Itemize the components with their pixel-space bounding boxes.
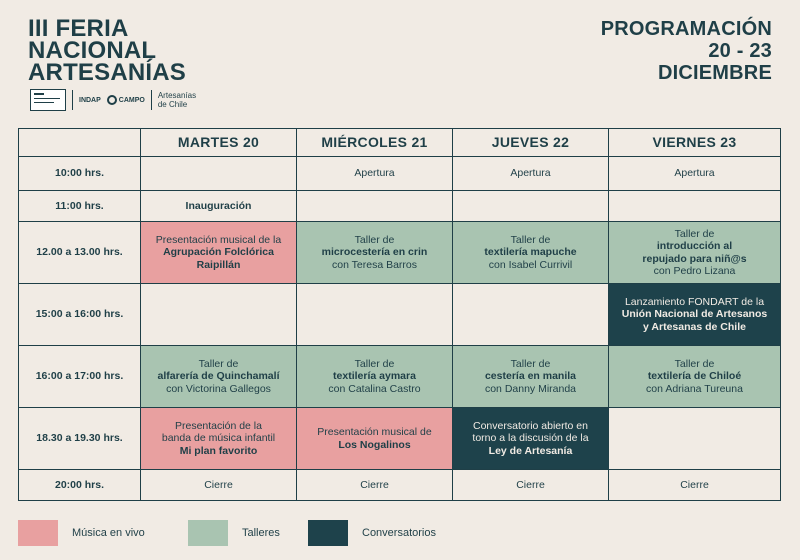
fair-title-line-1: III FERIA bbox=[28, 15, 129, 42]
schedule-row bbox=[19, 222, 781, 284]
event-cell bbox=[141, 157, 297, 191]
legend-swatch-talleres bbox=[188, 520, 228, 546]
day-header: JUEVES 22 bbox=[453, 129, 609, 157]
event-line: Taller de bbox=[674, 227, 715, 240]
event-cell bbox=[141, 346, 297, 408]
campo-logo-text: CAMPO bbox=[118, 96, 145, 104]
logo-divider bbox=[72, 90, 73, 110]
event-title: microcestería en crin bbox=[321, 246, 428, 259]
event-title: cestería en manila bbox=[484, 370, 577, 383]
artesanias-de-chile-logo bbox=[158, 91, 196, 109]
event-cell: Cierre bbox=[609, 470, 781, 501]
event-line: Lanzamiento FONDART de la bbox=[624, 295, 765, 308]
event-line: torno a la discusión de la bbox=[472, 432, 589, 445]
event-host: con Danny Miranda bbox=[484, 382, 577, 395]
event-host: con Catalina Castro bbox=[328, 382, 421, 395]
event-host: con Isabel Currivil bbox=[488, 258, 573, 271]
event-line: Taller de bbox=[354, 357, 395, 370]
program-heading bbox=[601, 18, 772, 84]
event-cell bbox=[609, 284, 781, 346]
time-slot: 11:00 hrs. bbox=[19, 191, 141, 222]
event-cell bbox=[609, 408, 781, 470]
fair-title bbox=[28, 15, 187, 86]
event-host: con Adriana Tureuna bbox=[646, 382, 743, 395]
schedule-table bbox=[18, 128, 781, 501]
program-heading-line-2: 20 - 23 bbox=[708, 40, 772, 62]
event-title: textilería mapuche bbox=[484, 246, 577, 259]
campo-logo bbox=[107, 95, 145, 105]
event-cell bbox=[453, 191, 609, 222]
event-cell bbox=[453, 346, 609, 408]
artesanias-logo-line-2: de Chile bbox=[157, 100, 188, 109]
event-cell bbox=[297, 408, 453, 470]
schedule-row bbox=[19, 408, 781, 470]
event-line: Conversatorio abierto en bbox=[473, 419, 588, 432]
schedule-row bbox=[19, 284, 781, 346]
event-cell bbox=[297, 191, 453, 222]
event-line: Taller de bbox=[510, 357, 551, 370]
event-cell: Apertura bbox=[297, 157, 453, 191]
event-line: Taller de bbox=[674, 357, 715, 370]
legend-label: Conversatorios bbox=[362, 527, 436, 539]
event-title: Agrupación Folclórica bbox=[163, 246, 274, 259]
event-line: Presentación de la bbox=[175, 419, 262, 432]
day-header: VIERNES 23 bbox=[609, 129, 781, 157]
event-cell bbox=[141, 222, 297, 284]
event-title: introducción al bbox=[656, 240, 733, 252]
event-cell bbox=[453, 408, 609, 470]
schedule-row bbox=[19, 470, 781, 501]
time-slot: 15:00 a 16:00 hrs. bbox=[19, 284, 141, 346]
government-logo-icon bbox=[30, 89, 66, 111]
day-header-row bbox=[19, 129, 781, 157]
event-line: Taller de bbox=[354, 233, 395, 246]
legend-swatch-conversatorios bbox=[308, 520, 348, 546]
program-heading-line-1: PROGRAMACIÓN bbox=[600, 18, 772, 40]
event-host: con Teresa Barros bbox=[331, 258, 417, 271]
time-slot: 16:00 a 17:00 hrs. bbox=[19, 346, 141, 408]
event-cell bbox=[141, 284, 297, 346]
event-cell bbox=[453, 222, 609, 284]
event-cell bbox=[141, 408, 297, 470]
time-slot: 20:00 hrs. bbox=[19, 470, 141, 501]
event-line: Presentación musical de la bbox=[155, 233, 282, 246]
event-title: Ley de Artesanía bbox=[488, 444, 573, 457]
schedule-row bbox=[19, 191, 781, 222]
event-title: Unión Nacional de Artesanos bbox=[621, 308, 768, 321]
day-header: MARTES 20 bbox=[141, 129, 297, 157]
event-line: banda de música infantil bbox=[161, 432, 276, 445]
event-line: Taller de bbox=[510, 233, 551, 246]
event-title: Raipillán bbox=[196, 258, 241, 271]
fair-title-line-2: NACIONAL bbox=[28, 37, 157, 64]
schedule-row bbox=[19, 346, 781, 408]
logo-divider bbox=[151, 90, 152, 110]
corner-cell bbox=[19, 129, 141, 157]
event-cell: Cierre bbox=[453, 470, 609, 501]
legend-label: Música en vivo bbox=[72, 527, 145, 539]
time-slot: 12.00 a 13.00 hrs. bbox=[19, 222, 141, 284]
event-cell: Apertura bbox=[453, 157, 609, 191]
schedule-row bbox=[19, 157, 781, 191]
fair-title-line-3: ARTESANÍAS bbox=[28, 59, 187, 86]
event-cell: Inauguración bbox=[141, 191, 297, 222]
indap-logo: INDAP bbox=[79, 96, 101, 104]
event-cell bbox=[297, 284, 453, 346]
event-cell: Cierre bbox=[297, 470, 453, 501]
legend-label: Talleres bbox=[242, 527, 280, 539]
legend-swatch-musica bbox=[18, 520, 58, 546]
event-cell bbox=[609, 191, 781, 222]
event-title: Los Nogalinos bbox=[338, 438, 411, 451]
event-cell bbox=[453, 284, 609, 346]
campo-logo-icon bbox=[107, 95, 117, 105]
day-header: MIÉRCOLES 21 bbox=[297, 129, 453, 157]
event-line: Taller de bbox=[198, 357, 239, 370]
event-cell bbox=[297, 346, 453, 408]
event-title: y Artesanas de Chile bbox=[643, 320, 746, 333]
event-host: con Victorina Gallegos bbox=[166, 382, 271, 395]
time-slot: 10:00 hrs. bbox=[19, 157, 141, 191]
event-cell: Apertura bbox=[609, 157, 781, 191]
program-heading-line-3: DICIEMBRE bbox=[657, 62, 772, 84]
event-title: Mi plan favorito bbox=[179, 444, 258, 457]
time-slot: 18.30 a 19.30 hrs. bbox=[19, 408, 141, 470]
sponsor-logos bbox=[30, 89, 196, 111]
event-title: textilería aymara bbox=[333, 370, 416, 383]
event-line: Presentación musical de bbox=[317, 426, 432, 438]
event-title: repujado para niñ@s bbox=[642, 252, 747, 265]
event-cell bbox=[609, 222, 781, 284]
event-host: con Pedro Lizana bbox=[653, 265, 736, 277]
event-cell bbox=[297, 222, 453, 284]
event-cell: Cierre bbox=[141, 470, 297, 501]
event-title: textilería de Chiloé bbox=[647, 370, 742, 383]
artesanias-logo-line-1: Artesanías bbox=[157, 91, 197, 100]
event-title: alfarería de Quinchamalí bbox=[157, 370, 280, 383]
event-cell bbox=[609, 346, 781, 408]
legend bbox=[18, 520, 436, 546]
